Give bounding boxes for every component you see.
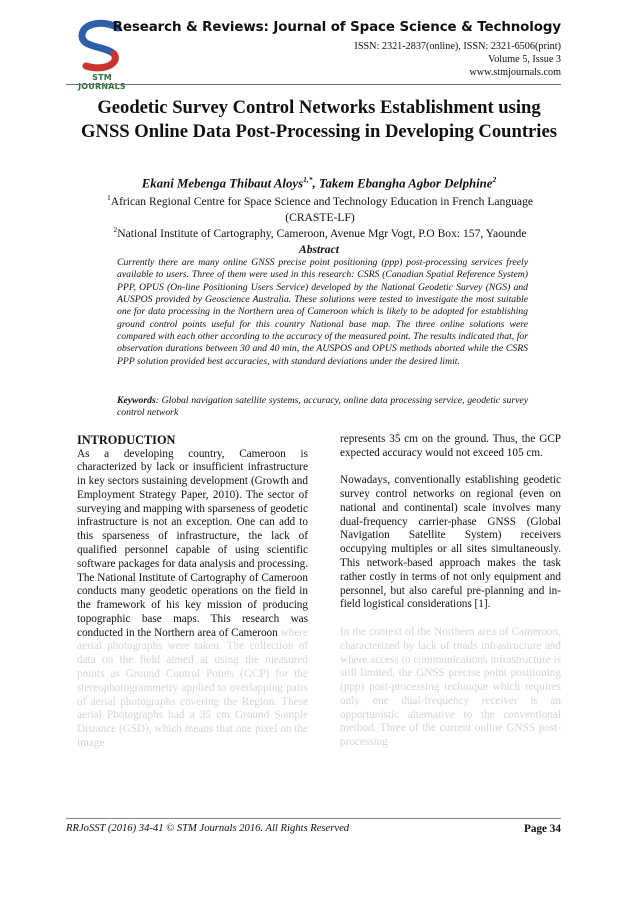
abstract-text: Currently there are many online GNSS precise point positioning (ppp) post-processing services freely available to users. Three of them were used in this research: CSRS (Canadian Spatial Reference System) PPP, OPUS (On-line Positioning Users Service) developed by the National Geodetic Survey (NGS) and AUSPOS provided by Geoscience Australia. These solutions were tested to investigate the most suitable one for data processing in the Northern area of Cameroon which is likely to be adopted for establishing ground control points useful for this country National base map. The three online solutions were compared with each other according to the accuracy of the measured point. The results indicated that, for observation durations between 30 and 40 min, the AUSPOS and OPUS methods aborted while the CSRS PPP solution provided best accuracies, with standard deviations under the desired limit. [117, 257, 528, 367]
keywords-label: Keywords [117, 395, 156, 406]
section-heading: INTRODUCTION [77, 433, 176, 447]
author-name: Ekani Mebenga Thibaut Aloys [141, 176, 304, 191]
author-separator: , [312, 176, 319, 191]
left-column [77, 433, 308, 751]
author-name: Takem Ebangha Agbor Delphine [318, 176, 493, 191]
paragraph-gap [340, 461, 561, 475]
affiliation-1 [78, 190, 562, 225]
affiliation-2 [78, 222, 562, 242]
body-paragraph: represents 35 cm on the ground. Thus, the GCP expected accuracy would not exceed 105 cm. [340, 433, 561, 459]
paragraph-text: As a developing country, Cameroon is characterized by lack or insufficient infrastructure in key sectors sustaining development (Growth and Employment Strategy Paper, 2010). The sector of surveying and mapping with sparseness of geodetic infrastructure is not an exception. One can add to this sparseness of infrastructure, the lack of qualified personnel capable of using scientific software packages for data analysis and processing. The National Institute of Cartography of Cameroon conducts many geodetic operations on the field in the framework of his key mission of producing topographic base maps. This research was conducted in the Northern area of Cameroon [77, 447, 308, 639]
header-divider [66, 84, 561, 85]
affil-mark: 1 [106, 193, 111, 202]
journal-name: Research & Reviews: Journal of Space Science & Technology [112, 20, 561, 35]
faded-paragraph: In the context of the Northern area of Cameroon, characterized by lack of roads infrastructure and where access to communications infrastructure is still limited, the GNSS precise point positioning (ppp) post-processing technique which requires only one dual-frequency receiver is an opportunistic alternative to the conventional method. Three of the current online GNSS post-processing [340, 625, 561, 749]
page-number: Page 34 [524, 823, 561, 835]
footer-citation: RRJoSST (2016) 34-41 © STM Journals 2016. All Rights Reserved [66, 823, 350, 834]
issn-line: ISSN: 2321-2837(online), ISSN: 2321-6506(print) [354, 41, 561, 52]
right-column [340, 433, 561, 750]
author-affil-mark: 1,* [303, 175, 313, 184]
logo-text: STM JOURNALS [78, 73, 126, 91]
journal-url: www.stmjournals.com [469, 67, 561, 78]
affil-mark: 2 [113, 225, 118, 234]
volume-issue: Volume 5, Issue 3 [488, 54, 561, 65]
body-paragraph: Nowadays, conventionally establishing geodetic survey control networks on regional (even on national and continental) scale involves many dual-frequency carrier-phase GNSS (Global Navigation Satellite System) receivers occupying multiples or all sites simultaneously. This network-based approach makes the task rather costly in terms of not only equipment and personnel, but also careful pre-planning and in-field logistical considerations [1]. [340, 474, 561, 611]
affil-text: African Regional Centre for Space Science and Technology Education in French Language [110, 194, 534, 208]
keywords-text: : Global navigation satellite systems, accuracy, online data processing service, geodetic survey control network [117, 395, 528, 419]
paragraph-gap [340, 612, 561, 626]
affil-text: (CRASTE-LF) [285, 210, 355, 224]
footer-divider [66, 818, 561, 819]
keywords [117, 395, 528, 420]
author-affil-mark: 2 [492, 175, 497, 184]
body-paragraph [77, 448, 308, 751]
author-list [76, 175, 562, 191]
abstract-heading: Abstract [299, 243, 339, 256]
paper-title: Geodetic Survey Control Networks Establishment using GNSS Online Data Post-Processing in Developing Countries [81, 97, 557, 142]
affil-text: National Institute of Cartography, Cameroon, Avenue Mgr Vogt, P.O Box: 157, Yaounde [117, 226, 527, 240]
faded-paragraph-text: where aerial photographs were taken. The collection of data on the field aimed at using the measured points as Ground Control Points (GCP) for the stereophotogrammetry applied to overlapping pairs of aerial photographs covering the Region. These aerial Photographs had a 35 cm Ground Sample Distance (GSD), which means that one pixel on the image [77, 626, 309, 749]
